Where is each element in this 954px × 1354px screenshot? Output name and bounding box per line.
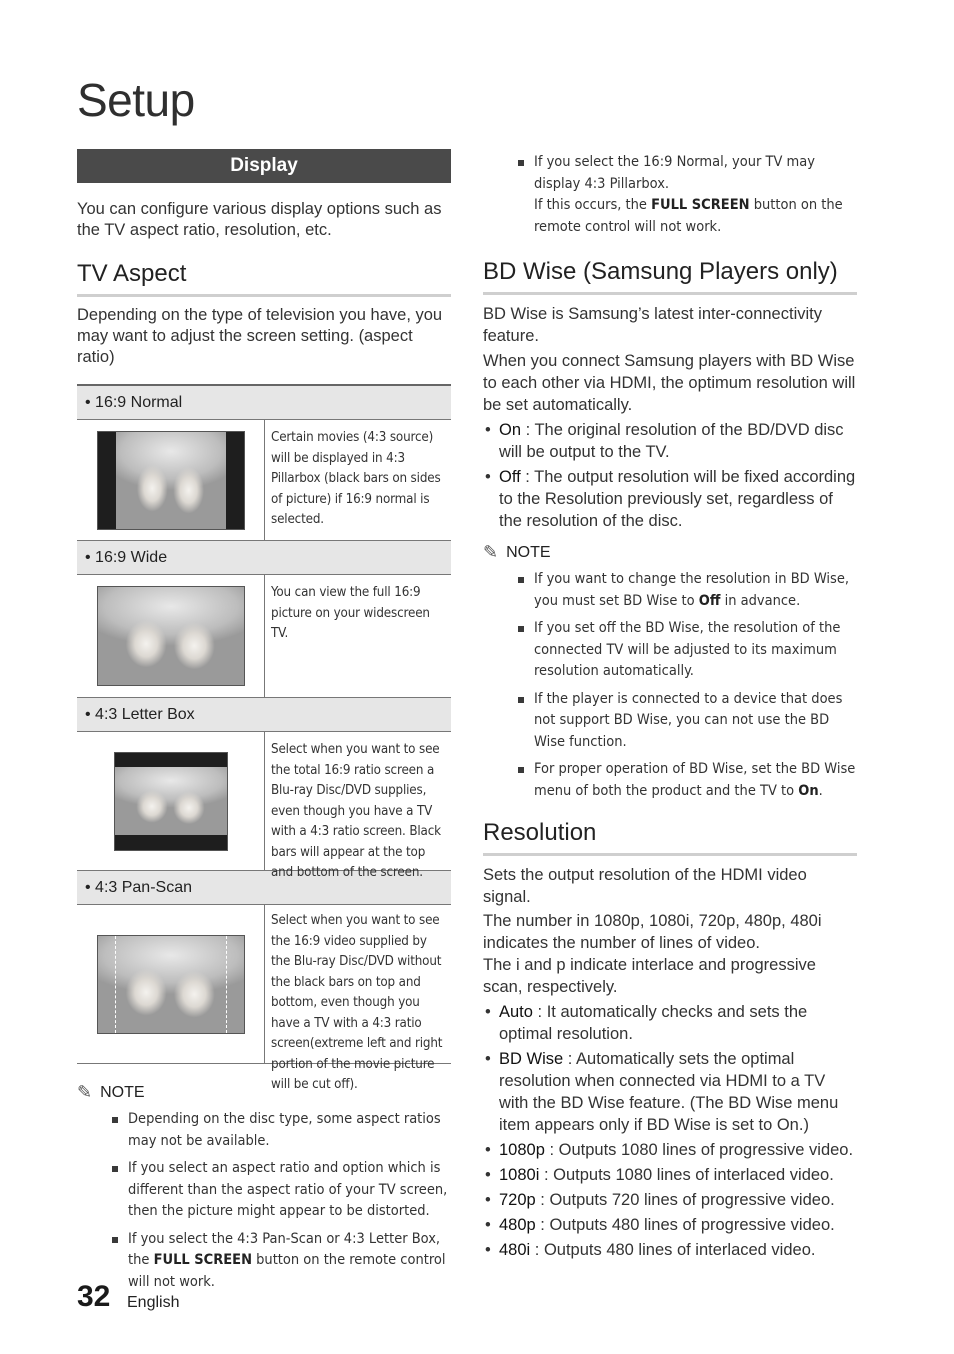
- resolution-options: [483, 1001, 857, 1261]
- resolution-option: • BD Wise : Automatically sets the optimal resolution when connected via HDMI to a TV with the BD Wise feature. (The BD Wise menu item appears only if BD Wise is set to On.): [483, 1048, 857, 1136]
- note-item: For proper operation of BD Wise, set the BD Wise menu of both the product and the TV to On.: [483, 759, 857, 802]
- pencil-icon: ✎: [483, 542, 499, 562]
- bd-wise-notes: [483, 569, 857, 802]
- bd-wise-p2: When you connect Samsung players with BD Wise to each other via HDMI, the optimum resolution will be set automatically.: [483, 352, 856, 414]
- resolution-heading: Resolution: [483, 818, 857, 856]
- puppies-picture: [98, 936, 244, 1033]
- note-item: If you select the 4:3 Pan-Scan or 4:3 Letter Box, the FULL SCREEN button on the remote control will not work.: [77, 1229, 451, 1294]
- resolution-p3: The i and p indicate interlace and progressive scan, respectively.: [483, 956, 816, 996]
- note-item: If you select the 16:9 Normal, your TV may display 4:3 Pillarbox. If this occurs, the FULL SCREEN button on the remote control will not work.: [483, 152, 857, 238]
- aspect-image-cell: [77, 420, 265, 540]
- note-label: NOTE: [506, 543, 551, 561]
- aspect-description: Select when you want to see the 16:9 video supplied by the Blu-ray Disc/DVD without the black bars on top and bottom, even though you have a TV with a 4:3 ratio screen(extreme left and right portion of the movie picture will be cut off).: [271, 913, 443, 1092]
- bd-wise-note-title: [483, 542, 857, 563]
- right-top-note: [483, 152, 857, 238]
- aspect-image-cell: [77, 575, 265, 697]
- note-item: If the player is connected to a device that does not support BD Wise, you can not use the BD Wise function.: [483, 689, 857, 754]
- bd-wise-option-on: • On : The original resolution of the BD/DVD disc will be output to the TV.: [483, 419, 857, 463]
- resolution-p2: The number in 1080p, 1080i, 720p, 480p, 480i indicates the number of lines of video.: [483, 912, 822, 952]
- note-item: If you set off the BD Wise, the resolution of the connected TV will be adjusted to its maximum resolution automatically.: [483, 618, 857, 683]
- puppies-picture: [115, 767, 227, 835]
- bd-wise-option-off: • Off : The output resolution will be fixed according to the Resolution previously set, regardless of the resolution of the disc.: [483, 466, 857, 532]
- note-item: If you select an aspect ratio and option which is different than the aspect ratio of your TV screen, then the picture might appear to be distorted.: [77, 1158, 451, 1223]
- letterbox-illustration: [114, 752, 228, 851]
- page-number: 32: [77, 1280, 111, 1313]
- resolution-option: • Auto : It automatically checks and sets the optimal resolution.: [483, 1001, 857, 1045]
- tv-aspect-intro: Depending on the type of television you have, you may want to adjust the screen setting. (aspect ratio): [77, 306, 443, 366]
- bd-wise-options: [483, 419, 857, 532]
- aspect-description: Select when you want to see the total 16:9 ratio screen a Blu-ray Disc/DVD supplies, even though you have a TV with a 4:3 ratio screen. Black bars will appear at the top and bottom of the screen.: [271, 742, 441, 880]
- crop-line-left: [115, 936, 116, 1033]
- resolution-p1: Sets the output resolution of the HDMI video signal.: [483, 866, 807, 906]
- resolution-option: • 1080p : Outputs 1080 lines of progressive video.: [483, 1139, 857, 1161]
- aspect-option-4-3-letter-box: • 4:3 Letter Box: [77, 698, 451, 732]
- resolution-option: • 480p : Outputs 480 lines of progressive video.: [483, 1214, 857, 1236]
- crop-line-right: [226, 936, 227, 1033]
- right-column: [483, 152, 857, 1264]
- aspect-row: [77, 732, 451, 880]
- aspect-option-16-9-wide: • 16:9 Wide: [77, 541, 451, 575]
- resolution-option: • 1080i : Outputs 1080 lines of interlaced video.: [483, 1164, 857, 1186]
- bd-wise-p1: BD Wise is Samsung’s latest inter-connectivity feature.: [483, 305, 822, 345]
- aspect-option-4-3-pan-scan: • 4:3 Pan-Scan: [77, 871, 451, 905]
- widescreen-illustration: [97, 586, 245, 686]
- note-item: If you want to change the resolution in BD Wise, you must set BD Wise to Off in advance.: [483, 569, 857, 612]
- aspect-description: Certain movies (4:3 source) will be displayed in 4:3 Pillarbox (black bars on sides of picture) if 16:9 normal is selected.: [271, 430, 441, 527]
- aspect-description: You can view the full 16:9 picture on your widescreen TV.: [271, 585, 430, 641]
- aspect-row: [77, 420, 451, 541]
- pillarbox-illustration: [97, 431, 245, 530]
- aspect-image-cell: [77, 732, 265, 870]
- page-title: Setup: [77, 74, 195, 126]
- pencil-icon: ✎: [77, 1082, 93, 1102]
- pan-scan-illustration: [97, 935, 245, 1034]
- aspect-row: [77, 575, 451, 698]
- tv-aspect-heading: TV Aspect: [77, 259, 451, 297]
- display-intro: You can configure various display options such as the TV aspect ratio, resolution, etc.: [77, 200, 442, 239]
- left-column: [77, 149, 451, 1299]
- puppies-picture: [98, 587, 244, 685]
- aspect-image-cell: [77, 905, 265, 1063]
- bd-wise-heading: BD Wise (Samsung Players only): [483, 257, 857, 295]
- puppies-picture: [116, 432, 226, 529]
- page-language: English: [127, 1294, 180, 1311]
- tv-aspect-notes: [77, 1109, 451, 1293]
- note-label: NOTE: [100, 1083, 145, 1101]
- aspect-option-16-9-normal: • 16:9 Normal: [77, 386, 451, 420]
- resolution-option: • 480i : Outputs 480 lines of interlaced video.: [483, 1239, 857, 1261]
- display-heading: Display: [77, 149, 451, 183]
- resolution-option: • 720p : Outputs 720 lines of progressive video.: [483, 1189, 857, 1211]
- note-item: Depending on the disc type, some aspect ratios may not be available.: [77, 1109, 451, 1152]
